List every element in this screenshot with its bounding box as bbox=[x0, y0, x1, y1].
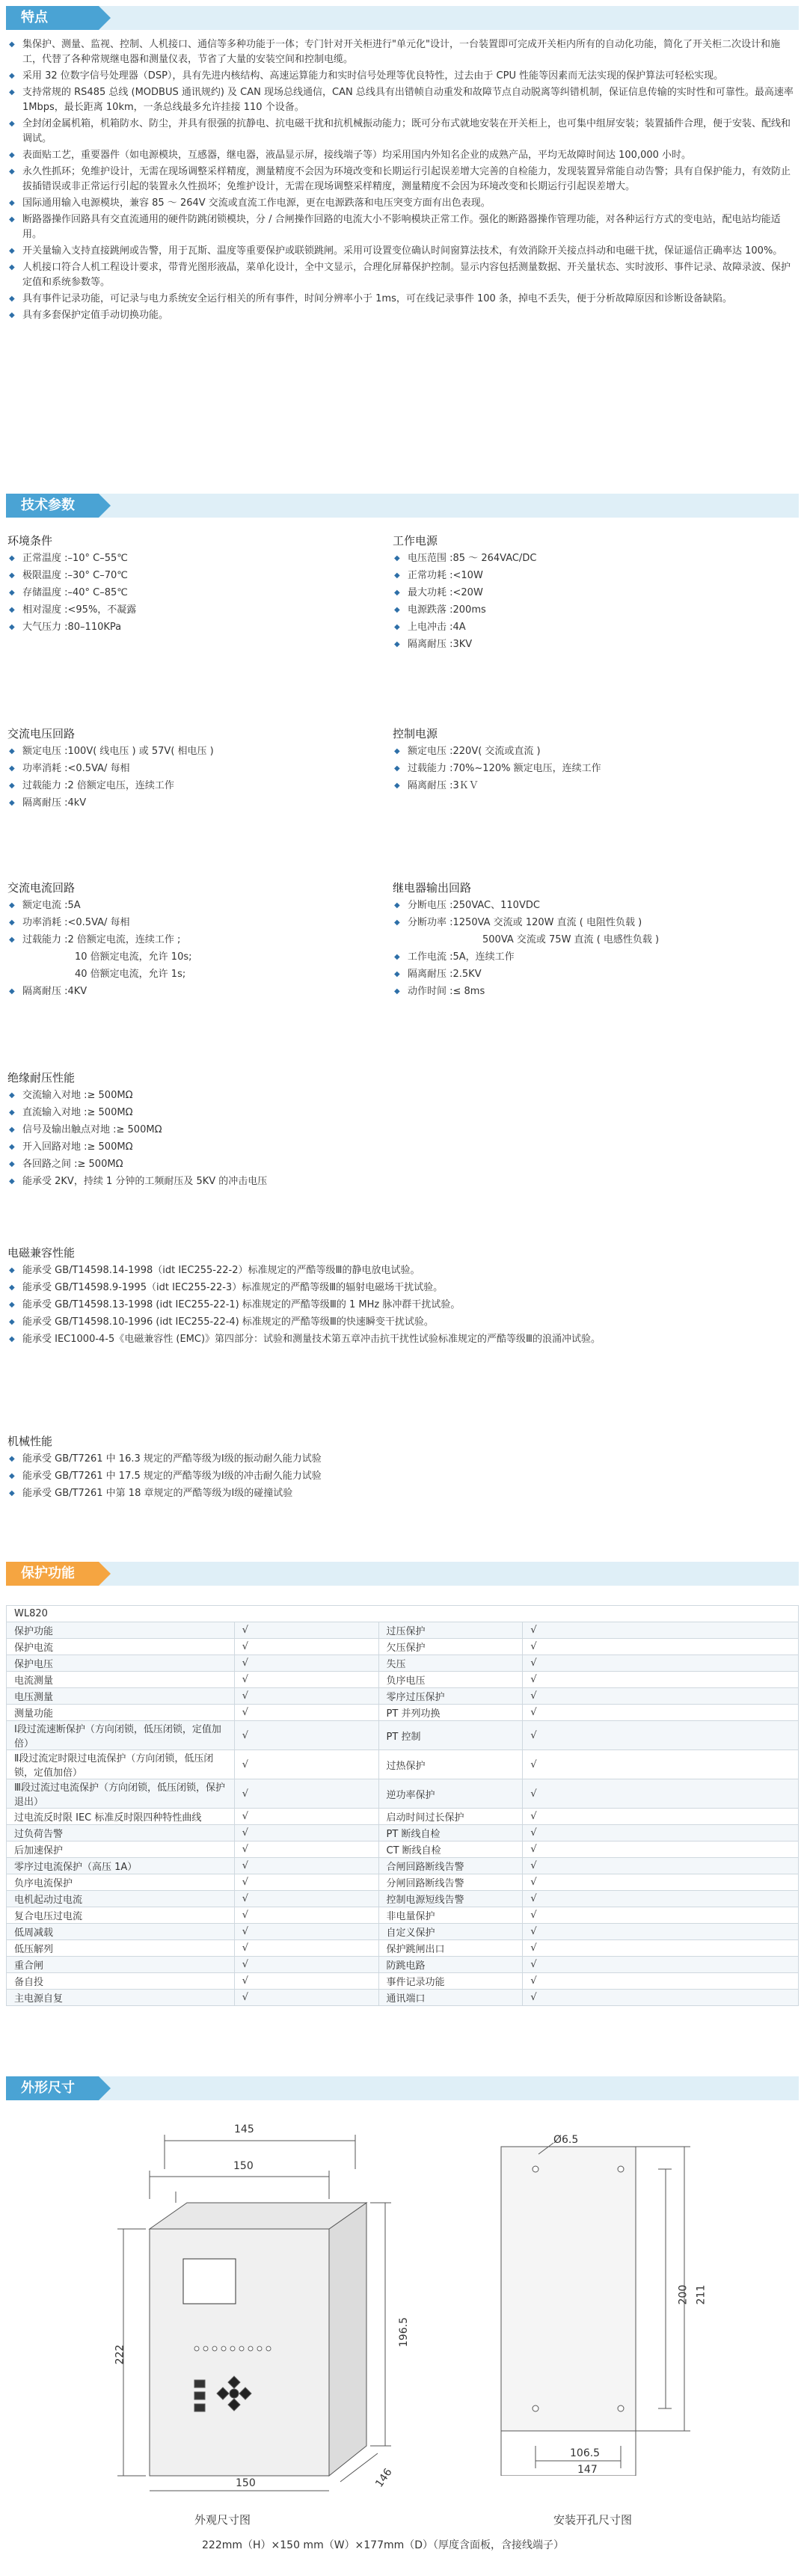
cutout-caption: 安装开孔尺寸图 bbox=[553, 2513, 633, 2527]
emc-title: 电磁兼容性能 bbox=[7, 1246, 76, 1260]
power-title: 工作电源 bbox=[393, 534, 438, 548]
check-mark: √ bbox=[234, 1940, 378, 1957]
check-mark: √ bbox=[523, 1705, 799, 1721]
param-item: 40 倍额定电流，允许 1s; bbox=[75, 969, 186, 980]
function-name: 备自投 bbox=[7, 1973, 235, 1990]
function-name: 控制电源短线告警 bbox=[378, 1891, 523, 1907]
function-name: PT 控制 bbox=[378, 1721, 523, 1750]
function-name: Ⅱ段过流定时限过电流保护（方向闭锁，低压闭锁，定值加倍） bbox=[7, 1750, 235, 1779]
check-mark: √ bbox=[523, 1655, 799, 1672]
feature-item: ◆ 具有事件记录功能，可记录与电力系统安全运行相关的所有事件，时间分辨率小于 1ms，可在线记录事件 100 条，掉电不丢失，便于分析故障原因和诊断设备缺陷。 bbox=[7, 292, 797, 307]
dim-200: 200 bbox=[677, 2284, 690, 2305]
check-mark: √ bbox=[234, 1957, 378, 1973]
check-mark: √ bbox=[234, 1809, 378, 1825]
table-row bbox=[7, 1721, 799, 1750]
param-item: ◆ 正常功耗 :<10W bbox=[393, 567, 797, 584]
param-item: ◆ 电压范围 :85 ～ 264VAC/DC bbox=[393, 550, 797, 567]
table-row bbox=[7, 1858, 799, 1874]
param-item: ◆ 上电冲击 :4A bbox=[393, 619, 797, 636]
tech-header bbox=[6, 494, 799, 518]
param-item: ◆ 能承受 IEC1000-4-5《电磁兼容性 (EMC)》第四部分：试验和测量技术第五章冲击抗干扰性试验标准规定的严酷等级Ⅲ的浪涌冲试验。 bbox=[7, 1331, 793, 1348]
function-name: 自定义保护 bbox=[378, 1924, 523, 1940]
function-name: 零序过电流保护（高压 1A） bbox=[7, 1858, 235, 1874]
check-mark: √ bbox=[523, 1924, 799, 1940]
function-name: 事件记录功能 bbox=[378, 1973, 523, 1990]
aci-list bbox=[7, 897, 381, 1000]
check-mark: √ bbox=[234, 1688, 378, 1705]
function-name: 启动时间过长保护 bbox=[378, 1809, 523, 1825]
front-view-caption: 外观尺寸图 bbox=[194, 2513, 251, 2527]
check-mark: √ bbox=[523, 1688, 799, 1705]
param-item: ◆ 能承受 GB/T7261 中 17.5 规定的严酷等级为Ⅰ级的冲击耐久能力试验 bbox=[7, 1468, 793, 1485]
param-item: ◆ 隔离耐压 :3ＫＶ bbox=[393, 777, 797, 794]
feature-item: ◆ 国际通用输入电源模块，兼容 85 ～ 264V 交流或直流工作电源，更在电源跌落和电压突变方面有出色表现。 bbox=[7, 196, 797, 211]
param-item: ◆ 工作电流 :5A，连续工作 bbox=[393, 948, 797, 966]
function-name: 保护电压 bbox=[7, 1655, 235, 1672]
function-name: 电机起动过电流 bbox=[7, 1891, 235, 1907]
param-item: ◆ 隔离耐压 :4KV bbox=[7, 983, 381, 1000]
check-mark: √ bbox=[234, 1672, 378, 1688]
acv-list bbox=[7, 743, 381, 812]
dim-150-top: 150 bbox=[233, 2160, 254, 2172]
dim-hole: Ø6.5 bbox=[553, 2134, 579, 2146]
feature-item: ◆ 集保护、测量、监视、控制、人机接口、通信等多种功能于一体；专门针对开关柜进行"单元化"设计，一台装置即可完成开关柜内所有的自动化功能，简化了开关柜二次设计和施工，代替了各种常规继电器和测量仪表，节省了大量的安装空间和控制电缆。 bbox=[7, 37, 797, 67]
env-title: 环境条件 bbox=[7, 534, 53, 548]
param-item: ◆ 正常温度 :–10° C–55℃ bbox=[7, 550, 381, 567]
param-item: ◆ 额定电流 :5A bbox=[7, 897, 381, 914]
mech-title: 机械性能 bbox=[7, 1435, 53, 1448]
check-mark: √ bbox=[523, 1858, 799, 1874]
feature-item: ◆ 断路器操作回路具有交直流通用的硬件防跳闭锁模块，分 / 合闸操作回路的电流大小不影响模块正常工作。强化的断路器操作管理功能，对各种运行方式的变电站，配电站均能适用。 bbox=[7, 212, 797, 242]
table-row bbox=[7, 1809, 799, 1825]
param-item: ◆ 过载能力 :2 倍额定电流，连续工作 ; bbox=[7, 931, 381, 948]
feature-item: ◆ 永久性抓环；免维护设计，无需在现场调整采样精度，测量精度不会因为环境改变和长期运行引起误差增大完善的自检能力，发现装置异常能自动告警；具有自保护能力，有效防止拔插错误或非正常运行引起的装置永久性损坏；免维护设计，无需在现场调整采样精度，测量精度不会因为环境改变和长期运行引起误差增大。 bbox=[7, 165, 797, 194]
check-mark: √ bbox=[523, 1990, 799, 2006]
check-mark: √ bbox=[234, 1924, 378, 1940]
features-header bbox=[6, 6, 799, 30]
param-item: ◆ 极限温度 :–30° C–70℃ bbox=[7, 567, 381, 584]
protection-header bbox=[6, 1562, 799, 1586]
check-mark: √ bbox=[523, 1639, 799, 1655]
check-mark: √ bbox=[234, 1779, 378, 1809]
table-row bbox=[7, 1891, 799, 1907]
function-name: 低周减载 bbox=[7, 1924, 235, 1940]
param-item: ◆ 隔离耐压 :3KV bbox=[393, 636, 797, 653]
insul-title: 绝缘耐压性能 bbox=[7, 1071, 76, 1085]
function-name: 过电流反时限 IEC 标准反时限四种特性曲线 bbox=[7, 1809, 235, 1825]
dim-147: 147 bbox=[577, 2464, 598, 2476]
function-name: 负序电流保护 bbox=[7, 1874, 235, 1891]
param-item: ◆ 能承受 GB/T14598.13-1998 (idt IEC255-22-1) 标准规定的严酷等级Ⅲ的 1 MHz 脉冲群干扰试验。 bbox=[7, 1296, 793, 1313]
check-mark: √ bbox=[523, 1809, 799, 1825]
param-item: 500VA 交流或 75W 直流 ( 电感性负载 ) bbox=[482, 934, 660, 945]
function-name: 分闸回路断线告警 bbox=[378, 1874, 523, 1891]
param-item: ◆ 能承受 GB/T14598.9-1995（idt IEC255-22-3）标准规定的严酷等级Ⅲ的辐射电磁场干扰试验。 bbox=[7, 1279, 793, 1296]
param-item: ◆ 隔离耐压 :2.5KV bbox=[393, 966, 797, 983]
power-list bbox=[393, 550, 797, 653]
function-name: 过热保护 bbox=[378, 1750, 523, 1779]
aci-title: 交流电流回路 bbox=[7, 881, 76, 895]
dim-146: 146 bbox=[373, 2466, 395, 2490]
param-item: ◆ 各回路之间 :≥ 500MΩ bbox=[7, 1156, 793, 1173]
check-mark: √ bbox=[523, 1940, 799, 1957]
table-row bbox=[7, 1874, 799, 1891]
function-name: 保护跳闸出口 bbox=[378, 1940, 523, 1957]
param-item: ◆ 功率消耗 :<0.5VA/ 每相 bbox=[7, 914, 381, 931]
table-row bbox=[7, 1990, 799, 2006]
dim-222: 222 bbox=[114, 2344, 126, 2365]
feature-item: ◆ 采用 32 位数字信号处理器（DSP），具有先进内核结构、高速运算能力和实时信号处理等优良特性，过去由于 CPU 性能等因素而无法实现的保护算法可轻松实现。 bbox=[7, 69, 797, 84]
table-row bbox=[7, 1622, 799, 1639]
table-model-row bbox=[7, 1606, 799, 1622]
check-mark: √ bbox=[523, 1672, 799, 1688]
check-mark: √ bbox=[234, 1891, 378, 1907]
dims-note: 222mm（H）×150 mm（W）×177mm（D）（厚度含面板，含接线端子） bbox=[202, 2539, 565, 2551]
table-row bbox=[7, 1688, 799, 1705]
table-row bbox=[7, 1973, 799, 1990]
check-mark: √ bbox=[234, 1858, 378, 1874]
param-item: ◆ 电源跌落 :200ms bbox=[393, 601, 797, 619]
param-item: ◆ 相对湿度 :<95%，不凝露 bbox=[7, 601, 381, 619]
function-name: 非电量保护 bbox=[378, 1907, 523, 1924]
table-row bbox=[7, 1940, 799, 1957]
check-mark: √ bbox=[234, 1825, 378, 1841]
function-name: 过负荷告警 bbox=[7, 1825, 235, 1841]
check-mark: √ bbox=[523, 1891, 799, 1907]
function-name: 测量功能 bbox=[7, 1705, 235, 1721]
function-name: 后加速保护 bbox=[7, 1841, 235, 1858]
check-mark: √ bbox=[523, 1973, 799, 1990]
emc-list bbox=[7, 1262, 793, 1348]
dim-150-bottom: 150 bbox=[236, 2477, 256, 2489]
function-name: 欠压保护 bbox=[378, 1639, 523, 1655]
function-name: 保护电流 bbox=[7, 1639, 235, 1655]
check-mark: √ bbox=[523, 1622, 799, 1639]
function-name: 电压测量 bbox=[7, 1688, 235, 1705]
param-item: ◆ 最大功耗 :<20W bbox=[393, 584, 797, 601]
param-item: ◆ 开入回路对地 :≥ 500MΩ bbox=[7, 1138, 793, 1156]
param-item: ◆ 过载能力 :70%~120% 额定电压，连续工作 bbox=[393, 760, 797, 777]
table-row bbox=[7, 1639, 799, 1655]
param-item: ◆ 直流输入对地 :≥ 500MΩ bbox=[7, 1104, 793, 1121]
check-mark: √ bbox=[523, 1779, 799, 1809]
dims-title: 外形尺寸 bbox=[6, 2076, 99, 2100]
param-item: ◆ 分断功率 :1250VA 交流或 120W 直流 ( 电阻性负载 ) bbox=[393, 914, 797, 931]
function-name: 主电源自复 bbox=[7, 1990, 235, 2006]
check-mark: √ bbox=[523, 1957, 799, 1973]
function-name: 合闸回路断线告警 bbox=[378, 1858, 523, 1874]
check-mark: √ bbox=[234, 1705, 378, 1721]
table-row bbox=[7, 1825, 799, 1841]
function-name: 低压解列 bbox=[7, 1940, 235, 1957]
check-mark: √ bbox=[234, 1874, 378, 1891]
function-name: PT 并列功换 bbox=[378, 1705, 523, 1721]
function-name: 负序电压 bbox=[378, 1672, 523, 1688]
check-mark: √ bbox=[523, 1841, 799, 1858]
check-mark: √ bbox=[523, 1825, 799, 1841]
function-name: 电流测量 bbox=[7, 1672, 235, 1688]
tech-title: 技术参数 bbox=[6, 494, 99, 518]
function-name: PT 断线自检 bbox=[378, 1825, 523, 1841]
function-name: Ⅰ段过流速断保护（方向闭锁，低压闭锁，定值加倍） bbox=[7, 1721, 235, 1750]
param-item: ◆ 能承受 GB/T7261 中第 18 章规定的严酷等级为Ⅰ级的碰撞试验 bbox=[7, 1485, 793, 1502]
dim-106: 106.5 bbox=[570, 2447, 601, 2459]
function-name: 过压保护 bbox=[378, 1622, 523, 1639]
check-mark: √ bbox=[234, 1750, 378, 1779]
table-row bbox=[7, 1750, 799, 1779]
dims-header bbox=[6, 2076, 799, 2100]
param-item: ◆ 能承受 2KV，持续 1 分钟的工频耐压及 5KV 的冲击电压 bbox=[7, 1173, 793, 1190]
table-row bbox=[7, 1957, 799, 1973]
function-name: CT 断线自检 bbox=[378, 1841, 523, 1858]
check-mark: √ bbox=[234, 1639, 378, 1655]
check-mark: √ bbox=[234, 1973, 378, 1990]
table-row bbox=[7, 1672, 799, 1688]
check-mark: √ bbox=[234, 1655, 378, 1672]
table-row bbox=[7, 1779, 799, 1809]
feature-item: ◆ 开关量输入支持直接跳闸或告警，用于瓦斯、温度等重要保护或联锁跳闸。采用可设置变位确认时间窗算法技术，有效消除开关接点抖动和电磁干扰，保证遥信正确率达 100%。 bbox=[7, 244, 797, 259]
function-name: 保护功能 bbox=[7, 1622, 235, 1639]
check-mark: √ bbox=[523, 1874, 799, 1891]
param-item: ◆ 能承受 GB/T7261 中 16.3 规定的严酷等级为Ⅰ级的振动耐久能力试验 bbox=[7, 1450, 793, 1468]
table-row bbox=[7, 1655, 799, 1672]
function-name: 防跳电路 bbox=[378, 1957, 523, 1973]
function-name: 通讯端口 bbox=[378, 1990, 523, 2006]
param-item: ◆ 存储温度 :–40° C–85℃ bbox=[7, 584, 381, 601]
ctrl-title: 控制电源 bbox=[393, 727, 438, 740]
acv-title: 交流电压回路 bbox=[7, 727, 76, 740]
check-mark: √ bbox=[234, 1721, 378, 1750]
function-name: 重合闸 bbox=[7, 1957, 235, 1973]
table-row bbox=[7, 1924, 799, 1940]
param-item: 10 倍额定电流，允许 10s; bbox=[75, 951, 192, 963]
param-item: ◆ 额定电压 :220V( 交流或直流 ) bbox=[393, 743, 797, 760]
protection-title: 保护功能 bbox=[6, 1562, 99, 1586]
table-row bbox=[7, 1841, 799, 1858]
param-item: ◆ 额定电压 :100V( 线电压 ) 或 57V( 相电压 ) bbox=[7, 743, 381, 760]
param-item: ◆ 信号及输出触点对地 :≥ 500MΩ bbox=[7, 1121, 793, 1138]
model-name: WL820 bbox=[7, 1606, 799, 1622]
function-name: 零序过压保护 bbox=[378, 1688, 523, 1705]
dim-145: 145 bbox=[234, 2123, 254, 2135]
param-item: ◆ 动作时间 :≤ 8ms bbox=[393, 983, 797, 1000]
feature-item: ◆ 具有多套保护定值手动切换功能。 bbox=[7, 308, 797, 323]
param-item: ◆ 功率消耗 :<0.5VA/ 每相 bbox=[7, 760, 381, 777]
check-mark: √ bbox=[234, 1622, 378, 1639]
function-name: Ⅲ段过流过电流保护（方向闭锁，低压闭锁，保护退出） bbox=[7, 1779, 235, 1809]
param-item: ◆ 过载能力 :2 倍额定电压，连续工作 bbox=[7, 777, 381, 794]
feature-item: ◆ 人机接口符合人机工程设计要求，带背光图形液晶，菜单化设计，全中文显示，合理化屏幕保护控制。显示内容包括测量数据、开关量状态、实时波形、事件记录、故障录波、保护定值和系统参数等。 bbox=[7, 260, 797, 290]
param-item: ◆ 大气压力 :80–110KPa bbox=[7, 619, 381, 636]
check-mark: √ bbox=[523, 1750, 799, 1779]
check-mark: √ bbox=[234, 1990, 378, 2006]
feature-item: ◆ 表面贴工艺，重要器件（如电源模块，互感器，继电器，液晶显示屏，接线端子等）均采用国内外知名企业的成熟产品，平均无故障时间达 100,000 小时。 bbox=[7, 148, 797, 163]
mech-list bbox=[7, 1450, 793, 1502]
param-item: ◆ 隔离耐压 :4kV bbox=[7, 794, 381, 812]
insul-list bbox=[7, 1087, 793, 1190]
features-list bbox=[7, 37, 797, 325]
param-item: ◆ 能承受 GB/T14598.10-1996 (idt IEC255-22-4) 标准规定的严酷等级Ⅲ的快速瞬变干扰试验。 bbox=[7, 1313, 793, 1331]
check-mark: √ bbox=[234, 1841, 378, 1858]
check-mark: √ bbox=[523, 1907, 799, 1924]
relay-title: 继电器输出回路 bbox=[393, 881, 472, 895]
param-item: ◆ 交流输入对地 :≥ 500MΩ bbox=[7, 1087, 793, 1104]
features-title: 特点 bbox=[6, 6, 99, 30]
env-list bbox=[7, 550, 381, 636]
protection-table bbox=[6, 1605, 799, 2006]
param-item: ◆ 能承受 GB/T14598.14-1998（idt IEC255-22-2）标准规定的严酷等级Ⅲ的静电放电试验。 bbox=[7, 1262, 793, 1279]
dim-211: 211 bbox=[695, 2284, 708, 2305]
function-name: 逆功率保护 bbox=[378, 1779, 523, 1809]
relay-list bbox=[393, 897, 797, 1000]
table-row bbox=[7, 1907, 799, 1924]
ctrl-list bbox=[393, 743, 797, 794]
param-item: ◆ 分断电压 :250VAC、110VDC bbox=[393, 897, 797, 914]
dim-196: 196.5 bbox=[398, 2316, 411, 2348]
check-mark: √ bbox=[234, 1907, 378, 1924]
check-mark: √ bbox=[523, 1721, 799, 1750]
table-row bbox=[7, 1705, 799, 1721]
feature-item: ◆ 支持常规的 RS485 总线 (MODBUS 通讯规约) 及 CAN 现场总线通信，CAN 总线具有出错帧自动重发和故障节点自动脱离等纠错机制，保证信息传输的实时性和可靠性。最高速率 1Mbps，最长距离 10km，一条总线最多允许挂接 110 个设备。 bbox=[7, 85, 797, 115]
function-name: 复合电压过电流 bbox=[7, 1907, 235, 1924]
feature-item: ◆ 全封闭金属机箱，机箱防水、防尘，并具有很强的抗静电、抗电磁干扰和抗机械振动能力；既可分布式就地安装在开关柜上，也可集中组屏安装；装置插件合理，便于安装、配线和调试。 bbox=[7, 117, 797, 147]
function-name: 失压 bbox=[378, 1655, 523, 1672]
front-view-drawing bbox=[71, 2124, 415, 2498]
